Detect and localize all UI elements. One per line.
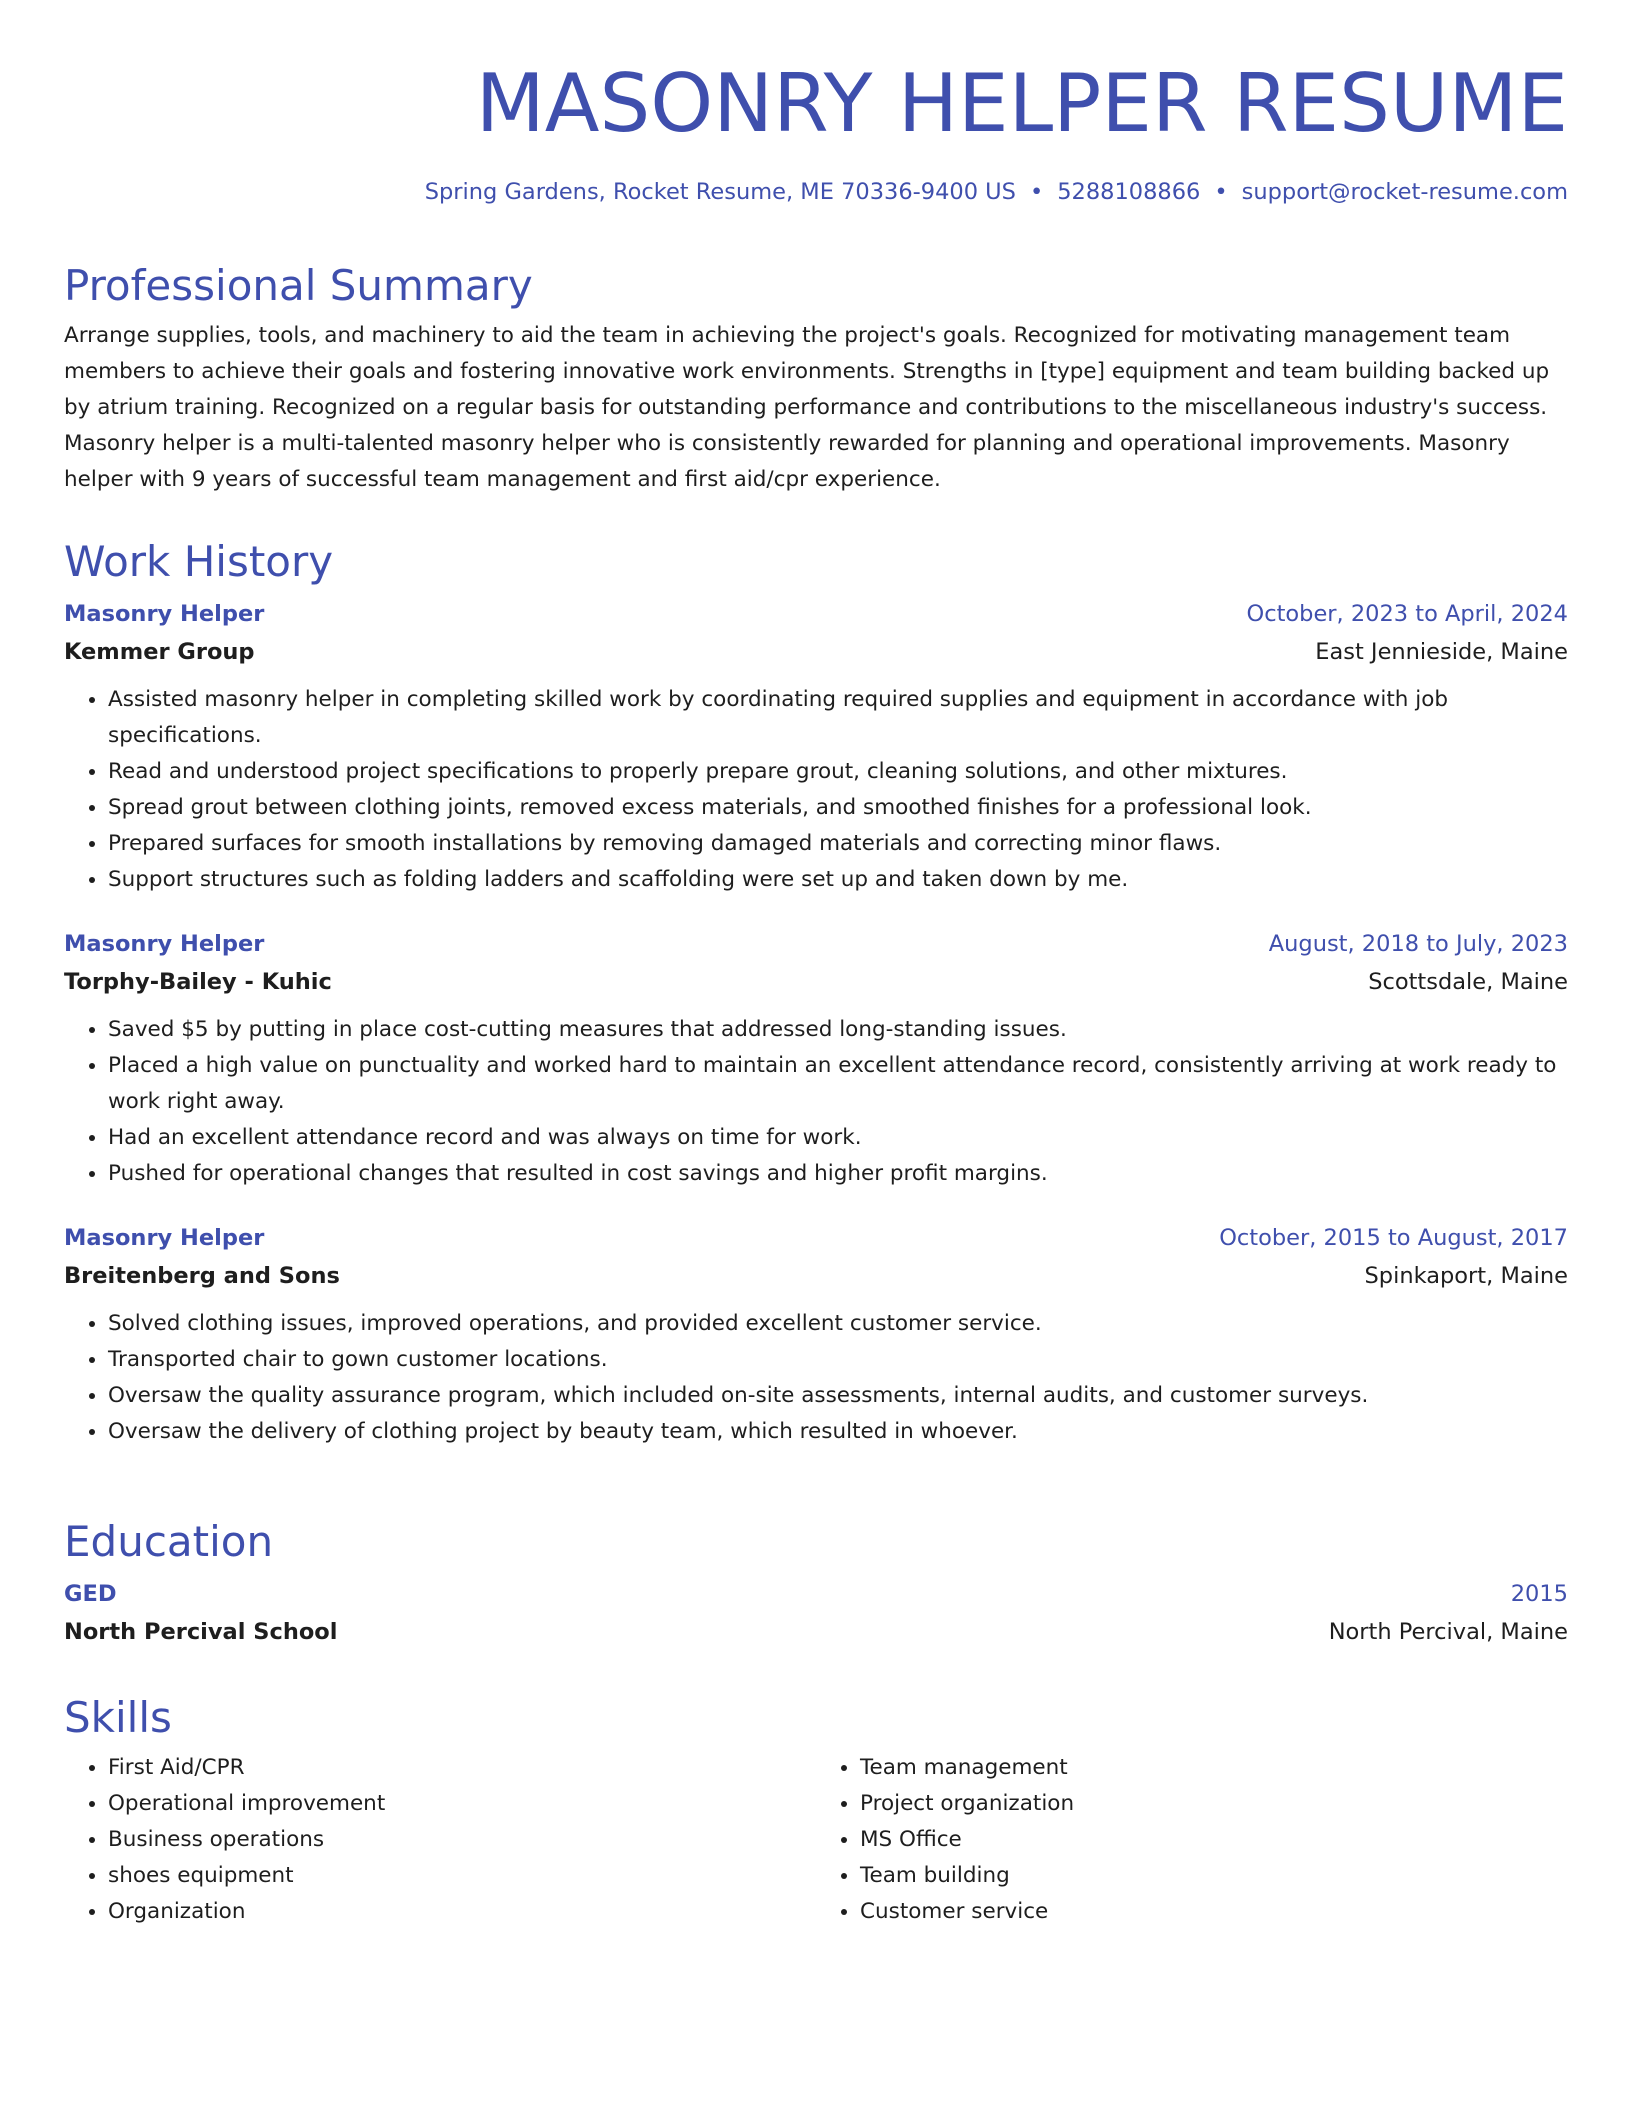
job-subheader	[64, 1256, 1568, 1296]
section-title-skills: Skills	[64, 1693, 172, 1742]
skill-item: • Project organization	[860, 1786, 1568, 1822]
education-section	[64, 1516, 1568, 1652]
contact-separator: •	[1029, 179, 1044, 205]
job-bullet: • Placed a high value on punctuality and worked hard to maintain an excellent attendance record, consistently arriving at work ready to work right away.	[108, 1048, 1568, 1120]
skills-list-right	[816, 1750, 1568, 1930]
skill-item: • Team building	[860, 1858, 1568, 1894]
skill-item: • Team management	[860, 1750, 1568, 1786]
job-bullet: • Read and understood project specifications to properly prepare grout, cleaning solutions, and other mixtures.	[108, 754, 1568, 790]
job-company: Torphy-Bailey - Kuhic	[64, 969, 332, 995]
job-entry	[64, 926, 1568, 1192]
contact-email: support@rocket-resume.com	[1241, 179, 1568, 205]
job-bullet: • Had an excellent attendance record and was always on time for work.	[108, 1120, 1568, 1156]
job-bullet: • Spread grout between clothing joints, removed excess materials, and smoothed finishes for a professional look.	[108, 790, 1568, 826]
skill-item: • Organization	[108, 1894, 816, 1930]
contact-address: Spring Gardens, Rocket Resume, ME 70336-9400 US	[424, 179, 1016, 205]
job-bullets	[64, 1306, 1568, 1450]
job-header	[64, 926, 1568, 962]
job-dates: August, 2018 to July, 2023	[1268, 931, 1568, 957]
job-company: Breitenberg and Sons	[64, 1263, 340, 1289]
education-header	[64, 1576, 1568, 1612]
job-bullet: • Assisted masonry helper in completing skilled work by coordinating required supplies and equipment in accordance with job specifications.	[108, 682, 1568, 754]
skills-list-left	[64, 1750, 816, 1930]
job-location: East Jennieside, Maine	[1315, 639, 1568, 665]
job-bullet: • Pushed for operational changes that resulted in cost savings and higher profit margins.	[108, 1156, 1568, 1192]
job-title: Masonry Helper	[64, 601, 265, 627]
job-bullet: • Prepared surfaces for smooth installations by removing damaged materials and correcting minor flaws.	[108, 826, 1568, 862]
section-title-work-history: Work History	[64, 537, 334, 586]
summary-text: Arrange supplies, tools, and machinery to aid the team in achieving the project's goals. Recognized for motivating management team members to achieve their goals and fostering innovative work environments. Strengths in [type] equipment and team building backed up by atrium training. Recognized on a regular basis for outstanding performance and contributions to the miscellaneous industry's success. Masonry helper is a multi-talented masonry helper who is consistently rewarded for planning and operational improvements. Masonry helper with 9 years of successful team management and first aid/cpr experience.	[64, 323, 1550, 492]
education-location: North Percival, Maine	[1328, 1619, 1568, 1645]
contact-separator: •	[1214, 179, 1228, 205]
skill-item: • shoes equipment	[108, 1858, 816, 1894]
skill-item: • Customer service	[860, 1894, 1568, 1930]
summary-section	[64, 260, 1568, 498]
job-bullet: • Solved clothing issues, improved operations, and provided excellent customer service.	[108, 1306, 1568, 1342]
job-bullets	[64, 1012, 1568, 1192]
skill-item: • MS Office	[860, 1822, 1568, 1858]
contact-phone: 5288108866	[1057, 179, 1201, 205]
education-school: North Percival School	[64, 1619, 338, 1645]
job-header	[64, 1220, 1568, 1256]
job-bullet: • Transported chair to gown customer locations.	[108, 1342, 1568, 1378]
job-title: Masonry Helper	[64, 931, 265, 957]
skill-item: • Business operations	[108, 1822, 816, 1858]
job-header	[64, 596, 1568, 632]
section-title-education: Education	[64, 1517, 274, 1566]
job-title: Masonry Helper	[64, 1225, 265, 1251]
job-location: Spinkaport, Maine	[1364, 1263, 1568, 1289]
job-dates: October, 2023 to April, 2024	[1246, 601, 1568, 627]
job-entry	[64, 596, 1568, 898]
skills-columns	[64, 1750, 1568, 1930]
skills-section	[64, 1692, 1568, 1930]
job-subheader	[64, 632, 1568, 672]
job-subheader	[64, 962, 1568, 1002]
education-degree: GED	[64, 1581, 117, 1607]
job-bullets	[64, 682, 1568, 898]
resume-name: MASONRY HELPER RESUME	[475, 57, 1568, 150]
job-bullet: • Support structures such as folding ladders and scaffolding were set up and taken down by me.	[108, 862, 1568, 898]
job-bullet: • Oversaw the delivery of clothing project by beauty team, which resulted in whoever.	[108, 1414, 1568, 1450]
section-title-summary: Professional Summary	[64, 261, 533, 310]
skill-item: • First Aid/CPR	[108, 1750, 816, 1786]
education-subheader	[64, 1612, 1568, 1652]
job-dates: October, 2015 to August, 2017	[1219, 1225, 1568, 1251]
job-company: Kemmer Group	[64, 639, 255, 665]
job-bullet: • Oversaw the quality assurance program, which included on-site assessments, internal audits, and customer surveys.	[108, 1378, 1568, 1414]
contact-line	[425, 176, 1568, 208]
work-history-section	[64, 536, 1568, 1450]
skill-item: • Operational improvement	[108, 1786, 816, 1822]
job-bullet: • Saved $5 by putting in place cost-cutting measures that addressed long-standing issues.	[108, 1012, 1568, 1048]
education-year: 2015	[1510, 1581, 1568, 1607]
job-entry	[64, 1220, 1568, 1450]
job-location: Scottsdale, Maine	[1368, 969, 1568, 995]
